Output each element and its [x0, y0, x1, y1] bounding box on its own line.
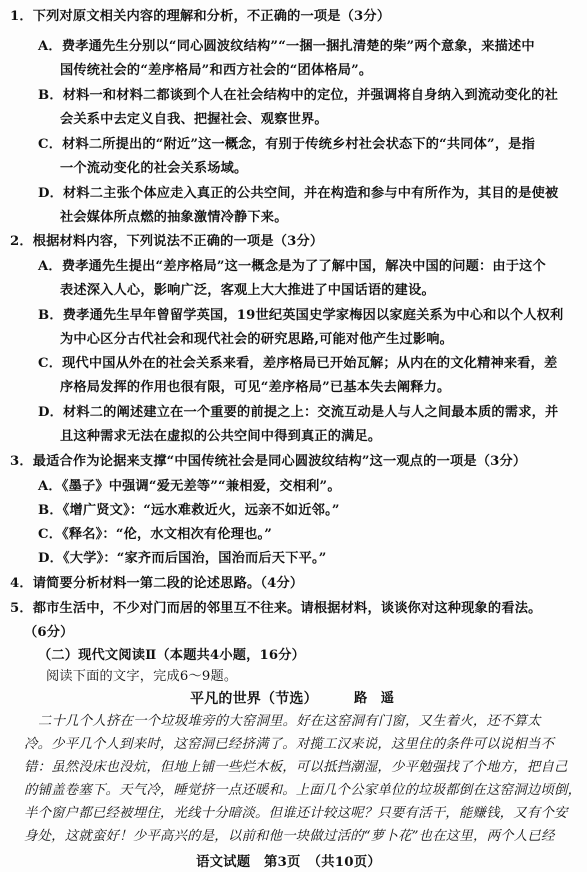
q1-option-c: C．材料二所提出的“附近”这一概念，有别于传统乡村社会状态下的“共同体”，是指 [38, 137, 536, 152]
q3-option-d: D．《大学》：“家齐而后国治，国治而后天下平。” [38, 551, 327, 566]
q3-option-b: B．《增广贤文》：“远水难救近火，远亲不如近邻。” [38, 503, 340, 518]
passage-line: 错：虽然没床也没炕，但地上铺一些烂木板，可以抵挡潮湿，少平勉强找了个地方，把自己 [24, 760, 568, 775]
q4-stem: 4．请简要分析材料一第二段的论述思路。（4分） [10, 576, 304, 591]
q1-option-c-cont: 一个流动变化的社会关系场域。 [60, 161, 248, 176]
passage-title: 平凡的世界（节选） [190, 691, 318, 707]
q2-stem: 2．根据材料内容，下列说法不正确的一项是（3分） [10, 234, 324, 249]
passage-line: 的铺盖卷塞下。天气冷，睡觉挤一点还暖和。上面几个公家单位的垃圾都倒在这窑洞边顷倒， [24, 783, 582, 798]
passage-line: 冷。少平几个人到来时，这窑洞已经挤满了。对揽工汉来说，这里住的条件可以说相当不 [24, 737, 555, 752]
q2-option-b: B．费孝通先生早年曾留学英国，19世纪英国史学家梅因以家庭关系为中心和以个人权利 [38, 308, 564, 323]
section-heading: （二）现代文阅读Ⅱ（本题共4小题，16分） [38, 648, 306, 663]
q2-option-c: C．现代中国从外在的社会关系来看，差序格局已开始瓦解；从内在的文化精神来看，差 [38, 356, 558, 371]
q1-option-d-cont: 社会媒体所点燃的抽象激情冷静下来。 [60, 210, 288, 225]
passage-author: 路 遥 [354, 691, 395, 706]
passage-line: 二十几个人挤在一个垃圾堆旁的大窑洞里。好在这窑洞有门窗，又生着火，还不算太 [38, 714, 541, 729]
q1-option-b: B．材料一和材料二都谈到个人在社会结构中的定位，并强调将自身纳入到流动变化的社 [38, 88, 559, 103]
q2-option-a: A．费孝通先生提出“差序格局”这一概念是为了了解中国，解决中国的问题：由于这个 [38, 259, 546, 274]
page-footer: 语文试题 第3页 （共10页） [196, 854, 381, 870]
q1-option-a: A．费孝通先生分别以“同心圆波纹结构”“一捆一捆扎清楚的柴”两个意象，来描述中 [38, 39, 535, 54]
q1-option-b-cont: 会关系中去定义自我、把握社会、观察世界。 [60, 112, 328, 127]
passage-line: 半个窗户都已经被埋住，光线十分暗淡。但谁还计较这呢？只要有活干，能赚钱，又有个安 [24, 806, 568, 821]
q1-option-a-cont: 国传统社会的“差序格局”和西方社会的“团体格局”。 [60, 63, 373, 78]
q3-option-a: A．《墨子》中强调“爱无差等”“兼相爱，交相利”。 [38, 479, 341, 494]
section-instruction: 阅读下面的文字，完成6～9题。 [46, 669, 238, 684]
q2-option-d-cont: 且这种需求无法在虚拟的公共空间中得到真正的满足。 [60, 429, 382, 444]
q3-option-c: C．《释名》：“伦，水文相次有伦理也。” [38, 527, 273, 542]
q2-option-d: D．材料二的阐述建立在一个重要的前提之上：交流互动是人与人之间最本质的需求，并 [38, 405, 559, 420]
q1-stem: 1．下列对原文相关内容的理解和分析，不正确的一项是（3分） [10, 9, 391, 24]
q1-option-d: D．材料二主张个体应走入真正的公共空间，并在构造和参与中有所作为，其目的是使被 [38, 186, 559, 201]
q3-stem: 3．最适合作为论据来支撑“中国传统社会是同心圆波纹结构”这一观点的一项是（3分） [10, 454, 527, 469]
q5-stem-cont: （6分） [24, 625, 74, 640]
passage-line: 身处，这就蛮好！少平高兴的是，以前和他一块做过活的“萝卜花”也在这里，两个人已经 [24, 829, 555, 844]
q2-option-c-cont: 序格局发挥的作用也很有限，可见“差序格局”已基本失去阐释力。 [60, 380, 451, 395]
q5-stem: 5．都市生活中，不少对门而居的邻里互不往来。请根据材料，谈谈你对这种现象的看法。 [10, 601, 542, 616]
q2-option-b-cont: 为中心区分古代社会和现代社会的研究思路,可能对他产生过影响。 [60, 332, 454, 347]
q2-option-a-cont: 表述深入人心，影响广泛，客观上大大推进了中国话语的建设。 [60, 283, 435, 298]
